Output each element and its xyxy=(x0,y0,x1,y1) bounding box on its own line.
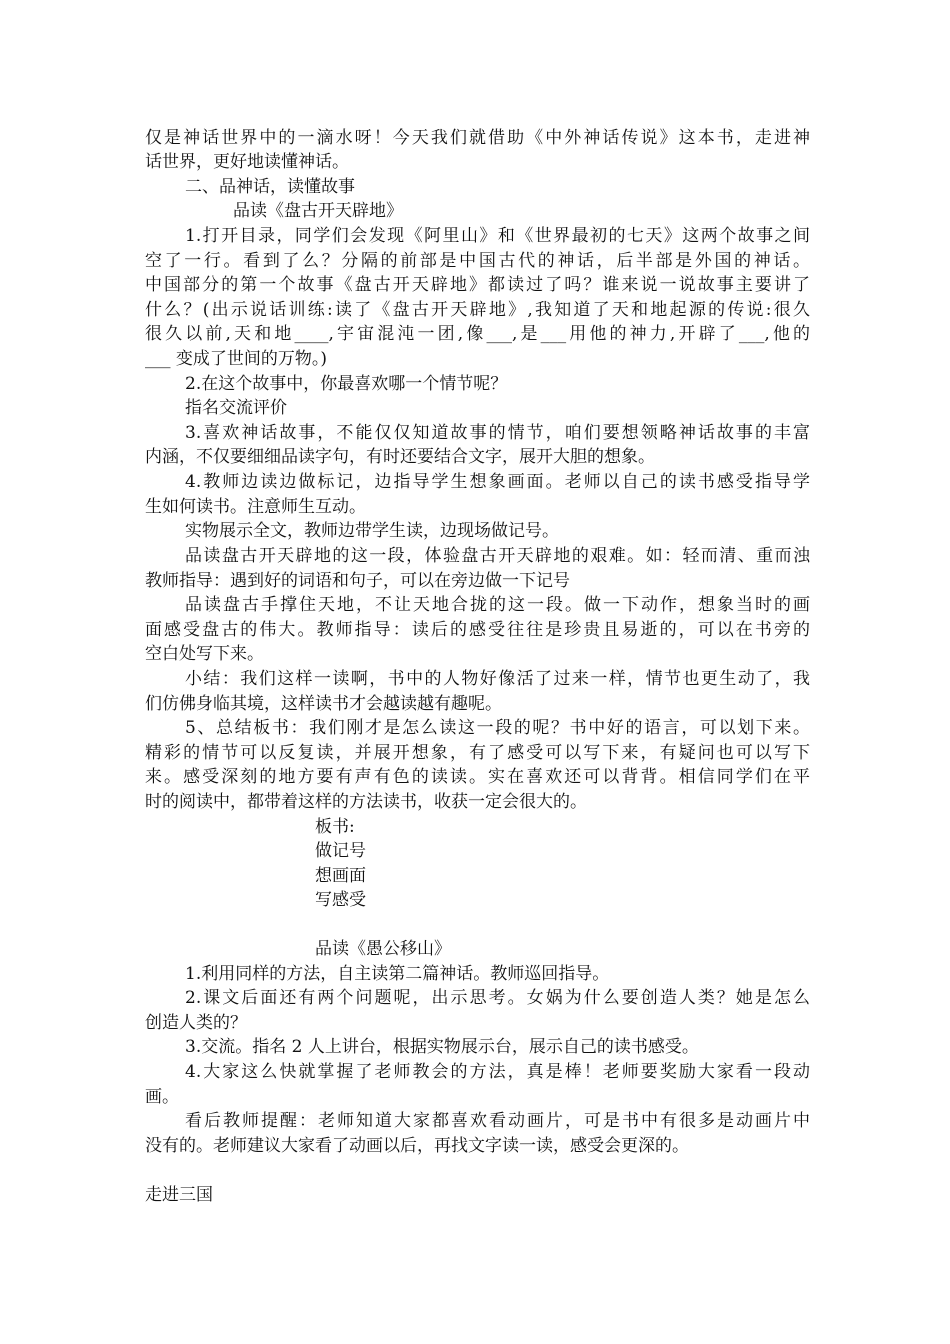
text-line: 时的阅读中，都带着这样的方法读书，收获一定会很大的。 xyxy=(145,792,587,812)
text-line: 4.大家这么快就掌握了老师教会的方法，真是棒！老师要奖励大家看一段动 xyxy=(185,1062,810,1082)
board-item: 做记号 xyxy=(315,841,366,861)
section-title: 走进三国 xyxy=(145,1185,213,1205)
text-line: 教师指导：遇到好的词语和句子，可以在旁边做一下记号 xyxy=(145,571,570,591)
text-line: 2.在这个故事中，你最喜欢哪一个情节呢？ xyxy=(185,374,508,394)
text-line: 仅是神话世界中的一滴水呀！今天我们就借助《中外神话传说》这本书，走进神 xyxy=(145,128,810,148)
board-heading: 板书: xyxy=(315,817,355,837)
text-line: 看后教师提醒：老师知道大家都喜欢看动画片，可是书中有很多是动画片中 xyxy=(185,1111,810,1131)
text-line: 品读盘古开天辟地的这一段，体验盘古开天辟地的艰难。如：轻而清、重而浊 xyxy=(185,546,810,566)
text-line: 4.教师边读边做标记，边指导学生想象画面。老师以自己的读书感受指导学 xyxy=(185,472,810,492)
text-line: 1.打开目录，同学们会发现《阿里山》和《世界最初的七天》这两个故事之间 xyxy=(185,226,810,246)
text-line: 小结：我们这样一读啊，书中的人物好像活了过来一样，情节也更生动了，我 xyxy=(185,669,810,689)
text-line: 很久以前,天和地____,宇宙混沌一团,像___,是___用他的神力,开辟了___,他的 xyxy=(145,324,810,344)
board-item: 写感受 xyxy=(315,890,366,910)
text-line: ___ 变成了世间的万物。) xyxy=(145,349,328,369)
text-line: 面感受盘古的伟大。教师指导：读后的感受往往是珍贵且易逝的，可以在书旁的 xyxy=(145,620,810,640)
text-line: 话世界，更好地读懂神话。 xyxy=(145,152,349,172)
text-line: 1.利用同样的方法，自主读第二篇神话。教师巡回指导。 xyxy=(185,964,610,984)
text-line: 生如何读书。注意师生互动。 xyxy=(145,497,366,517)
text-line: 实物展示全文，教师边带学生读，边现场做记号。 xyxy=(185,521,559,541)
text-line: 指名交流评价 xyxy=(185,398,287,418)
text-line: 空白处写下来。 xyxy=(145,644,264,664)
text-line: 3.喜欢神话故事，不能仅仅知道故事的情节，咱们要想领略神话故事的丰富 xyxy=(185,423,810,443)
text-line: 精彩的情节可以反复读，并展开想象，有了感受可以写下来，有疑问也可以写下 xyxy=(145,743,810,763)
subsection-heading: 品读《盘古开天辟地》 xyxy=(233,201,403,221)
text-line: 内涵，不仅要细细品读字句，有时还要结合文字，展开大胆的想象。 xyxy=(145,447,655,467)
text-line: 2.课文后面还有两个问题呢，出示思考。女娲为什么要创造人类？她是怎么 xyxy=(185,988,810,1008)
text-line: 创造人类的？ xyxy=(145,1013,247,1033)
text-line: 画。 xyxy=(145,1087,179,1107)
text-line: 们仿佛身临其境，这样读书才会越读越有趣呢。 xyxy=(145,694,502,714)
text-line: 中国部分的第一个故事《盘古开天辟地》都读过了吗？谁来说一说故事主要讲了 xyxy=(145,275,810,295)
subsection-heading: 品读《愚公移山》 xyxy=(315,939,451,959)
board-item: 想画面 xyxy=(315,866,366,886)
text-line: 来。感受深刻的地方要有声有色的读读。实在喜欢还可以背背。相信同学们在平 xyxy=(145,767,810,787)
text-line: 3.交流。指名 2 人上讲台，根据实物展示台，展示自己的读书感受。 xyxy=(185,1037,699,1057)
text-line: 空了一行。看到了么？分隔的前部是中国古代的神话，后半部是外国的神话。 xyxy=(145,251,810,271)
text-line: 品读盘古手撑住天地，不让天地合拢的这一段。做一下动作，想象当时的画 xyxy=(185,595,810,615)
text-line: 5、总结板书：我们刚才是怎么读这一段的呢？书中好的语言，可以划下来。 xyxy=(185,718,810,738)
text-line: 没有的。老师建议大家看了动画以后，再找文字读一读，感受会更深的。 xyxy=(145,1136,689,1156)
text-line: 什么？(出示说话训练:读了《盘古开天辟地》,我知道了天和地起源的传说:很久 xyxy=(145,300,810,320)
section-heading: 二、品神话，读懂故事 xyxy=(185,177,355,197)
